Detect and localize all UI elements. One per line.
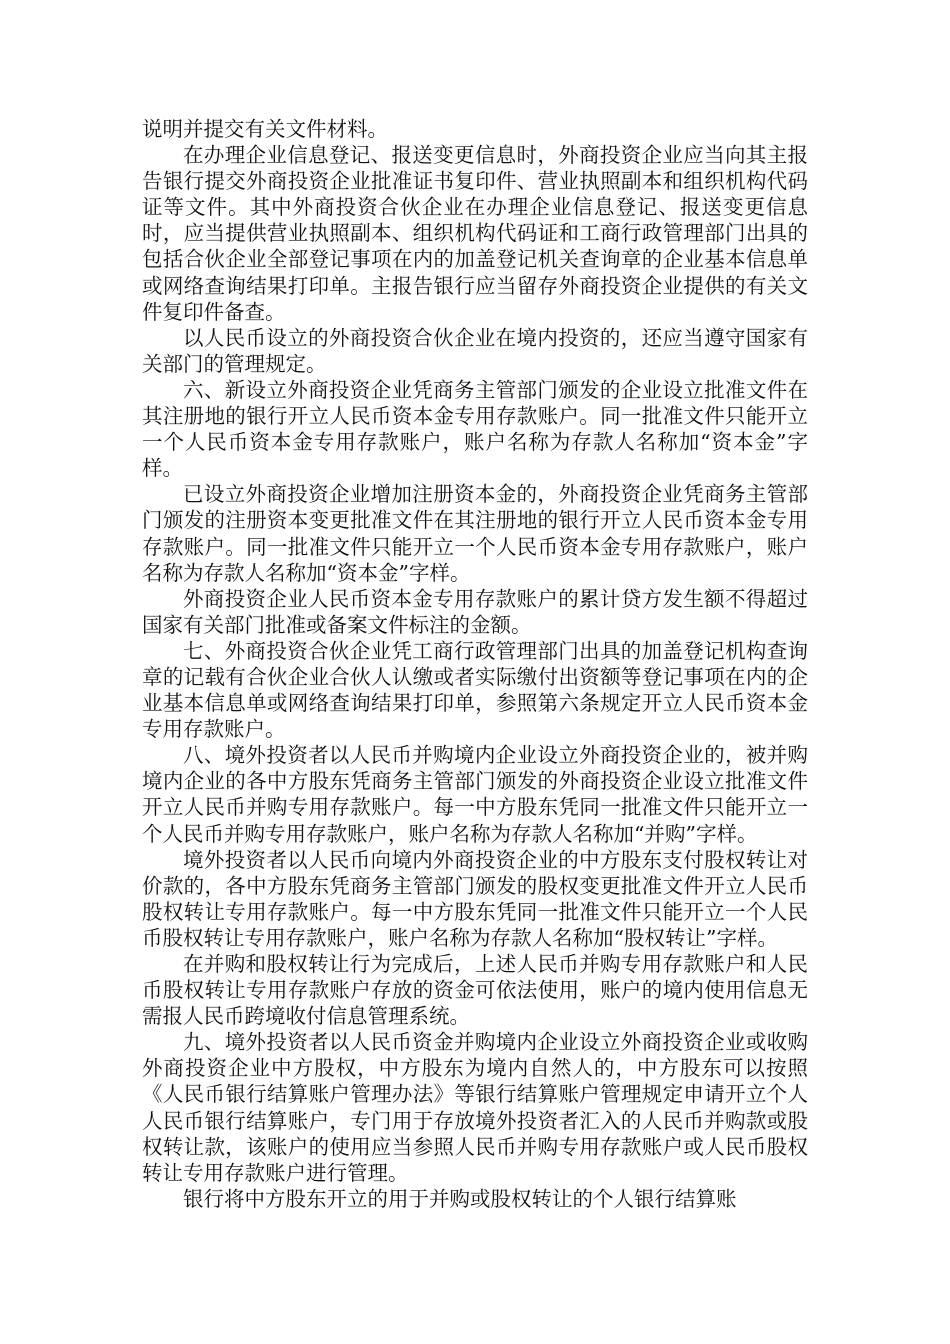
paragraph-article-8: 八、境外投资者以人民币并购境内企业设立外商投资企业的，被并购境内企业的各中方股东凭商务主管部门颁发的外商投资企业设立批准文件开立人民币并购专用存款账户。每一中方股东凭同一批准文件只能开立一个人民币并购专用存款账户，账户名称为存款人名称加“并购”字样。 — [142, 743, 808, 846]
paragraph-bank-personal-account: 银行将中方股东开立的用于并购或股权转让的个人银行结算账 — [183, 1186, 737, 1211]
paragraph-equity-transfer: 境外投资者以人民币向境内外商投资企业的中方股东支付股权转让对价款的，各中方股东凭商务主管部门颁发的股权变更批准文件开立人民币股权转让专用存款账户。每一中方股东凭同一批准文件只能开立一个人民币股权转让专用存款账户，账户名称为存款人名称加“股权转让”字样。 — [142, 847, 808, 950]
paragraph-after-completion: 在并购和股权转让行为完成后，上述人民币并购专用存款账户和人民币股权转让专用存款账户存放的资金可依法使用，账户的境内使用信息无需报人民币跨境收付信息管理系统。 — [142, 952, 808, 1029]
paragraph-article-7: 七、外商投资合伙企业凭工商行政管理部门出具的加盖登记机构查询章的记载有合伙企业合伙人认缴或者实际缴付出资额等登记事项在内的企业基本信息单或网络查询结果打印单，参照第六条规定开立人民币资本金专用存款账户。 — [142, 638, 808, 742]
paragraph-credit-limit: 外商投资企业人民币资本金专用存款账户的累计贷方发生额不得超过国家有关部门批准或备案文件标注的金额。 — [142, 586, 808, 637]
paragraph-article-9: 九、境外投资者以人民币资金并购境内企业设立外商投资企业或收购外商投资企业中方股权，中方股东为境内自然人的，中方股东可以按照《人民币银行结算账户管理办法》等银行结算账户管理规定申请开立个人人民币银行结算账户，专门用于存放境外投资者汇入的人民币并购款或股权转让款，该账户的使用应当参照人民币并购专用存款账户或人民币股权转让专用存款账户进行管理。 — [142, 1030, 808, 1185]
paragraph-continuation: 说明并提交有关文件材料。 — [142, 117, 388, 141]
paragraph-partnership-domestic-investment: 以人民币设立的外商投资合伙企业在境内投资的，还应当遵守国家有关部门的管理规定。 — [142, 325, 808, 376]
paragraph-capital-increase: 已设立外商投资企业增加注册资本金的，外商投资企业凭商务主管部门颁发的注册资本变更批准文件在其注册地的银行开立人民币资本金专用存款账户。同一批准文件只能开立一个人民币资本金专用存款账户，账户名称为存款人名称加“资本金”字样。 — [142, 482, 808, 585]
paragraph-registration-documents: 在办理企业信息登记、报送变更信息时，外商投资企业应当向其主报告银行提交外商投资企业批准证书复印件、营业执照副本和组织机构代码证等文件。其中外商投资合伙企业在办理企业信息登记、报送变更信息时，应当提供营业执照副本、组织机构代码证和工商行政管理部门出具的包括合伙企业全部登记事项在内的加盖登记机关查询章的企业基本信息单或网络查询结果打印单。主报告银行应当留存外商投资企业提供的有关文件复印件备查。 — [142, 143, 808, 324]
document-body — [142, 116, 808, 1212]
paragraph-article-6: 六、新设立外商投资企业凭商务主管部门颁发的企业设立批准文件在其注册地的银行开立人民币资本金专用存款账户。同一批准文件只能开立一个人民币资本金专用存款账户，账户名称为存款人名称加“资本金”字样。 — [142, 377, 808, 481]
